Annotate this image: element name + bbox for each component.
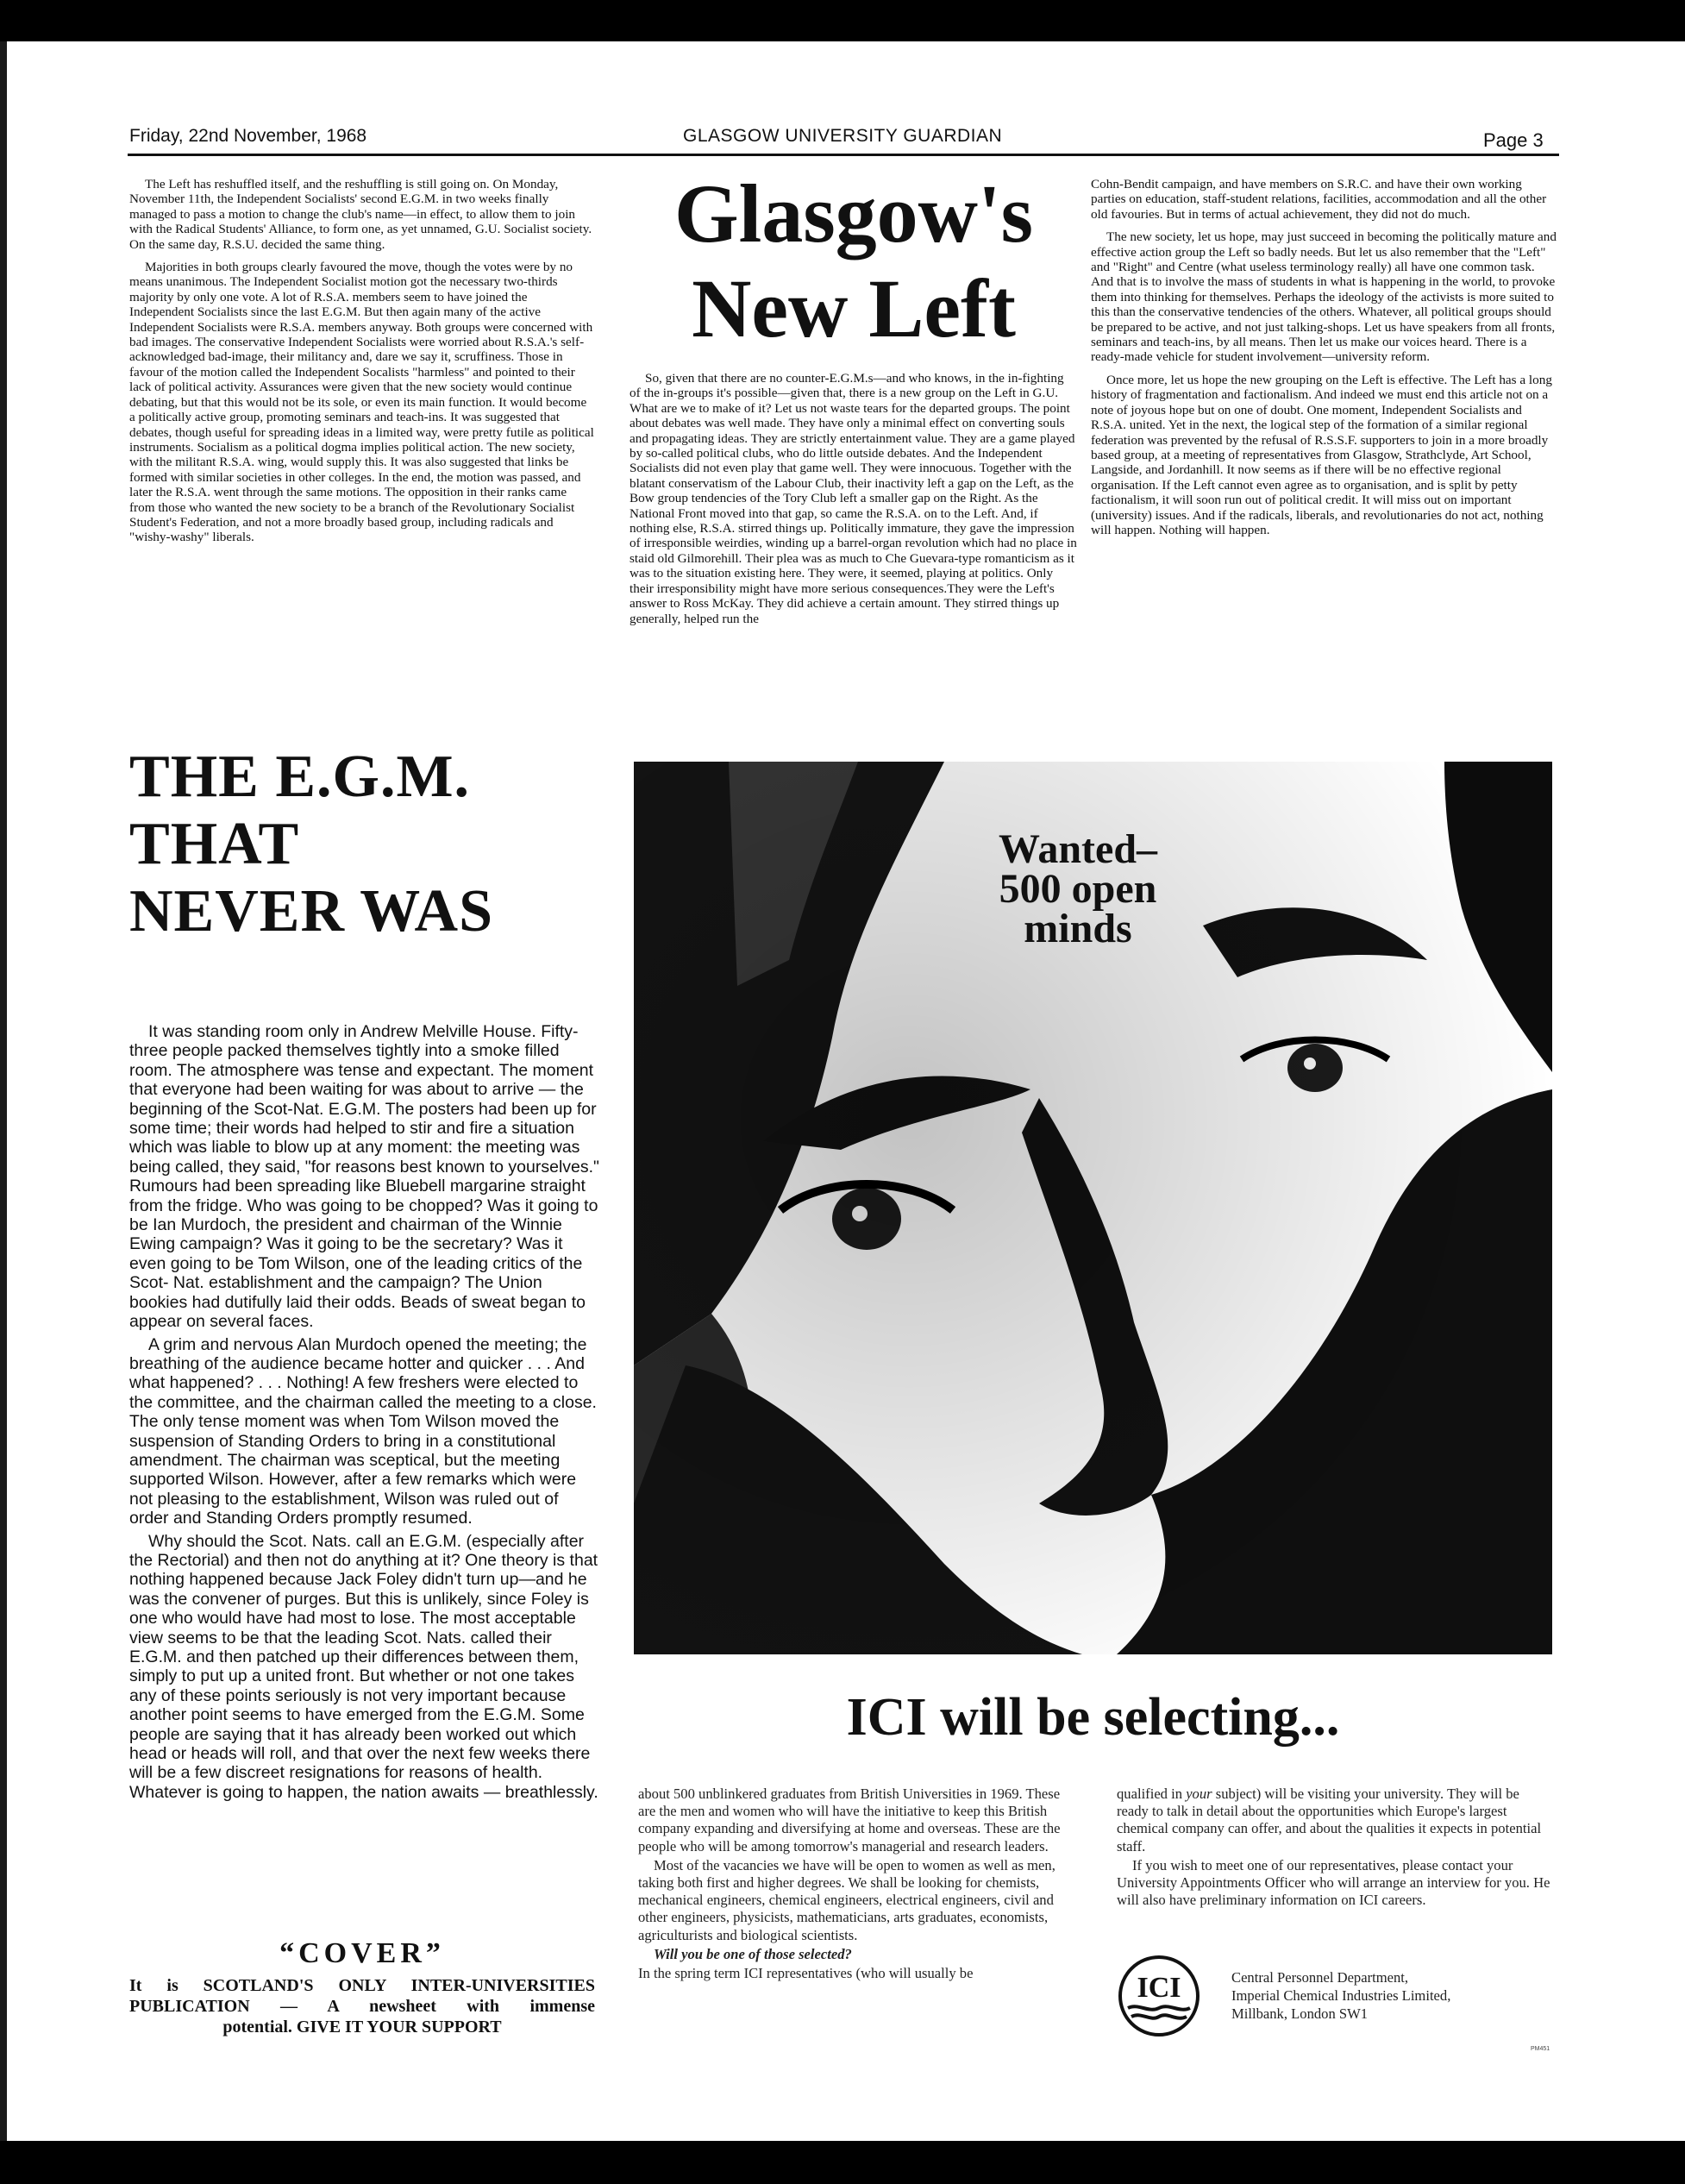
header-page-number: Page 3	[1483, 129, 1544, 151]
cover-line-3: potential. GIVE IT YOUR SUPPORT	[222, 2018, 502, 2037]
ad-paragraph: In the spring term ICI representatives (who will usually be	[638, 1965, 974, 1982]
ici-ad-body-column-2	[1117, 1785, 1552, 1911]
scan-border-left	[0, 41, 7, 2141]
article-paragraph: The new society, let us hope, may just succeed in becoming the politically mature and effective action group the Left so badly needs. But let us also remember that the "Left" and "Right" and Centre (what useless terminology really) all have one common task. And that is to involve the mass of students in what is happening in the world, to provoke them into thinking for themselves. Perhaps the ideology of the activists is more suited to this than the conservative tendencies of the others. Whatever, all political groups should be prepared to be active, and not just talking-shops. Let us have speakers from all fronts, seminars and teach-ins, by all means. Then let us make our voices heard. There is a ready-made vehicle for student involvement—university reform.	[1091, 229, 1557, 365]
ad-text-emphasis: your	[1186, 1785, 1212, 1802]
article-paragraph: The Left has reshuffled itself, and the reshuffling is still going on. On Monday, November 11th, the Independent Socialists' second E.G.M. in two weeks finally managed to pass a motion to change the club's name—in effect, to allow them to join with the Radical Students' Alliance, to form one, as yet unnamed, G.U. Socialist society. On the same day, R.S.U. decided the same thing.	[129, 177, 592, 252]
ici-ad-tagline	[957, 826, 1199, 951]
ici-logo	[1118, 1955, 1200, 2037]
article-paragraph: Majorities in both groups clearly favoured the move, though the votes were by no means unanimous. The Independent Socialist motion got the necessary two-thirds majority by only one vote. A lot of R.S.A. members seem to have joined the Independent Socialists since the last E.G.M. But then again many of the active Independent Socialists were R.S.A. members anyway. Both groups were concerned with bad images. The conservative Independent Socialists were worried about R.S.A.'s self-acknowledged bad-image, their militancy and, dare we say it, scruffiness. Those in favour of the motion called the Independent Socalists "harmless" and pointed to their lack of political activity. Assurances were given that the new society would continue debating, but that this would not be its sole, or even its main function. It would become a politically active group, promoting seminars and teach-ins. It was suggested that debates, though useful for spreading ideas in a limited way, were pretty futile as political instruments. Socialism as a political dogma implies political action. The new society, with the militant R.S.A. wing, would supply this. It was also suggested that links be formed with similar societies in other colleges. In the end, the motion was passed, and later the R.S.A. went through the same motions. The opposition in their ranks came from those who wanted the new society to be a branch of the Revolutionary Socialist Student's Federation, and not a more broadly based group, including radicals and "wishy-washy" liberals.	[129, 260, 594, 545]
ici-address	[1231, 1968, 1559, 2023]
egm-headline-line1: THE E.G.M.	[129, 744, 471, 810]
article-paragraph: A grim and nervous Alan Murdoch opened the meeting; the breathing of the audience became hotter and quicker . . . And what happened? . . . Nothing! A few freshers were elected to the committee, and the chairman called the meeting to a close. The only tense moment was when Tom Wilson moved the suspension of Standing Orders to bring in a constitutional amendment. The chairman was sceptical, but the meeting supported Wilson. However, after a few remarks which were not pleasing to the establishment, Wilson was ruled out of order and Standing Orders promptly resumed.	[129, 1334, 597, 1528]
new-left-headline-line2: New Left	[692, 262, 1016, 355]
new-left-headline	[655, 167, 1052, 355]
ad-text-segment: qualified in	[1117, 1785, 1187, 1802]
ici-tagline-line1: Wanted–	[998, 826, 1158, 872]
article-paragraph: So, given that there are no counter-E.G.M.s—and who knows, in the in-fighting of the in-groups it's possible—given that, there is a new group on the Left in G.U. What are we to make of it? Let us not waste tears for the departed groups. The point about debates was well made. They have only a minimal effect on converting souls and propagating ideas. They are strictly entertainment value. They are a game played by so-called political clubs, who do little outside debates. And the Independent Socialists did not even play that game well. They were innocuous. Together with the blatant conservatism of the Labour Club, their inactivity left a gap on the Left, as the Bow group tendencies of the Tory Club left a smaller gap on the Right. As the National Front moved into that gap, so came the R.S.A. on to the Left. And, if nothing else, R.S.A. stirred things up. Politically immature, they gave the impression of irresponsible weirdies, winding up a barrel-organ revolution which had no place in staid old Gilmorehill. Their plea was as much to Che Guevara-type romanticism as it was to the situation existing here. They were, it seemed, playing at politics. Only their irresponsibility might have more serious consequences.They were the Left's answer to Ross McKay. They did achieve a certain amount. They stirred things up generally, helped run the	[630, 371, 1077, 626]
article-paragraph: It was standing room only in Andrew Melville House. Fifty-three people packed themselves tightly into a smoke filled room. The atmosphere was tense and expectant. The moment that everyone had been waiting for was about to arrive — the beginning of the Scot-Nat. E.G.M. The posters had been up for some time; their words had helped to stir and fire a situation which was liable to blow up at any moment: the meeting was being called, they said, "for reasons best known to yourselves." Rumours had been spreading like Bluebell margarine straight from the fridge. Who was going to be chopped? Was it going to be Ian Murdoch, the president and chairman of the Winnie Ewing campaign? Was it going to be the secretary? Was it even going to be Tom Wilson, one of the leading critics of the Scot- Nat. establishment and the campaign? The Union bookies had dutifully laid their odds. Beads of sweat began to appear on several faces.	[129, 1022, 599, 1332]
egm-headline	[129, 744, 621, 945]
cover-notice	[129, 1937, 595, 2037]
cover-line-2: PUBLICATION — A newsheet with immense	[129, 1997, 595, 2016]
ad-paragraph: Most of the vacancies we have will be open to women as well as men, taking both first and higher degrees. We shall be looking for chemists, mechanical engineers, chemical engineers, electrical engineers, civil and other engineers, physicists, mathematicians, arts graduates, economists, agriculturists and biological scientists.	[638, 1856, 1055, 1943]
scan-border-top	[0, 0, 1685, 41]
ad-paragraph: about 500 unblinkered graduates from British Universities in 1969. These are the men and women who will have the initiative to keep this British company expanding and diversifying at home and overseas. These are the people who will be among tomorrow's managerial and research leaders.	[638, 1785, 1061, 1855]
header-date: Friday, 22nd November, 1968	[129, 126, 367, 146]
ici-ad-code: PM451	[1531, 2046, 1550, 2052]
ici-tagline-line3: minds	[1024, 906, 1132, 951]
scan-border-bottom	[0, 2141, 1685, 2184]
egm-headline-line2: THAT	[129, 811, 300, 877]
ici-address-line2: Imperial Chemical Industries Limited,	[1231, 1987, 1451, 2004]
article-paragraph: Why should the Scot. Nats. call an E.G.M. (especially after the Rectorial) and then not do anything at it? One theory is that nothing happened because Jack Foley didn't turn up—and he was the convener of purges. But this is unlikely, since Foley is one who would have had most to lose. The most acceptable view seems to be that the leading Scot. Nats. called their E.G.M. and then patched up their differences between them, simply to put up a united front. But whether or not one takes any of these points seriously is not very important because another point seems to have emerged from the E.G.M. Some people are saying that it has already been worked out which head or heads will roll, and that over the next few weeks there will be a few discreet resignations for reasons of health. Whatever is going to happen, the nation awaits — breathlessly.	[129, 1531, 598, 1802]
ad-paragraph	[1117, 1785, 1552, 1855]
header-masthead: GLASGOW UNIVERSITY GUARDIAN	[683, 126, 1003, 146]
ici-ad-body-column-1	[638, 1785, 1078, 1984]
new-left-headline-line1: Glasgow's	[673, 167, 1034, 260]
ad-question: Will you be one of those selected?	[654, 1945, 852, 1962]
ad-text-segment: subject) will be visiting your university. They will be ready to talk in detail about the opportunities which Europe's largest chemical company can offer, and about the qualities it expects in potential staff.	[1117, 1785, 1542, 1855]
ici-tagline-line2: 500 open	[999, 866, 1157, 912]
ad-paragraph: If you wish to meet one of our representatives, please contact your University Appointments Officer who will arrange an interview for you. He will also have preliminary information on ICI careers.	[1117, 1856, 1550, 1909]
new-left-column-2	[630, 371, 1078, 634]
new-left-column-1	[129, 177, 595, 553]
ici-address-line1: Central Personnel Department,	[1231, 1969, 1409, 1986]
article-paragraph: Once more, let us hope the new grouping on the Left is effective. The Left has a long history of fragmentation and factionalism. And indeed we must end this article not on a note of joyous hope but on one of doubt. One moment, Independent Socialists and R.S.A. united. Yet in the next, the logical step of the formation of a similar regional federation was prevented by the refusal of R.S.S.F. supporters to join in a more broadly based group, at a meeting of representatives from Glasgow, Strathclyde, Art School, Langside, and Jordanhill. It now seems as if there will be no effective regional organisation. If the Left cannot even agree as to organisation, and is split by petty factionalism, it will soon run out of political credit. It will miss out on important (university) issues. And if the radicals, liberals, and revolutionaries do not act, nothing will happen. Nothing will happen.	[1091, 372, 1552, 537]
egm-article-body	[129, 1022, 599, 1805]
ici-logo-text: ICI	[1137, 1972, 1181, 2004]
ici-address-line3: Millbank, London SW1	[1231, 2005, 1369, 2022]
ici-ad-headline: ICI will be selecting...	[846, 1688, 1340, 1747]
article-paragraph: Cohn-Bendit campaign, and have members on S.R.C. and have their own working parties on education, staff-student relations, facilities, accommodation and all the other old favouries. But in terms of actual achievement, they did not do much.	[1091, 177, 1547, 222]
header-rule	[128, 154, 1559, 156]
egm-headline-line3: NEVER WAS	[129, 878, 493, 945]
cover-title: “COVER”	[279, 1937, 445, 1969]
new-left-column-3	[1091, 177, 1557, 545]
cover-line-1: It is SCOTLAND'S ONLY INTER-UNIVERSITIES	[129, 1976, 595, 1995]
